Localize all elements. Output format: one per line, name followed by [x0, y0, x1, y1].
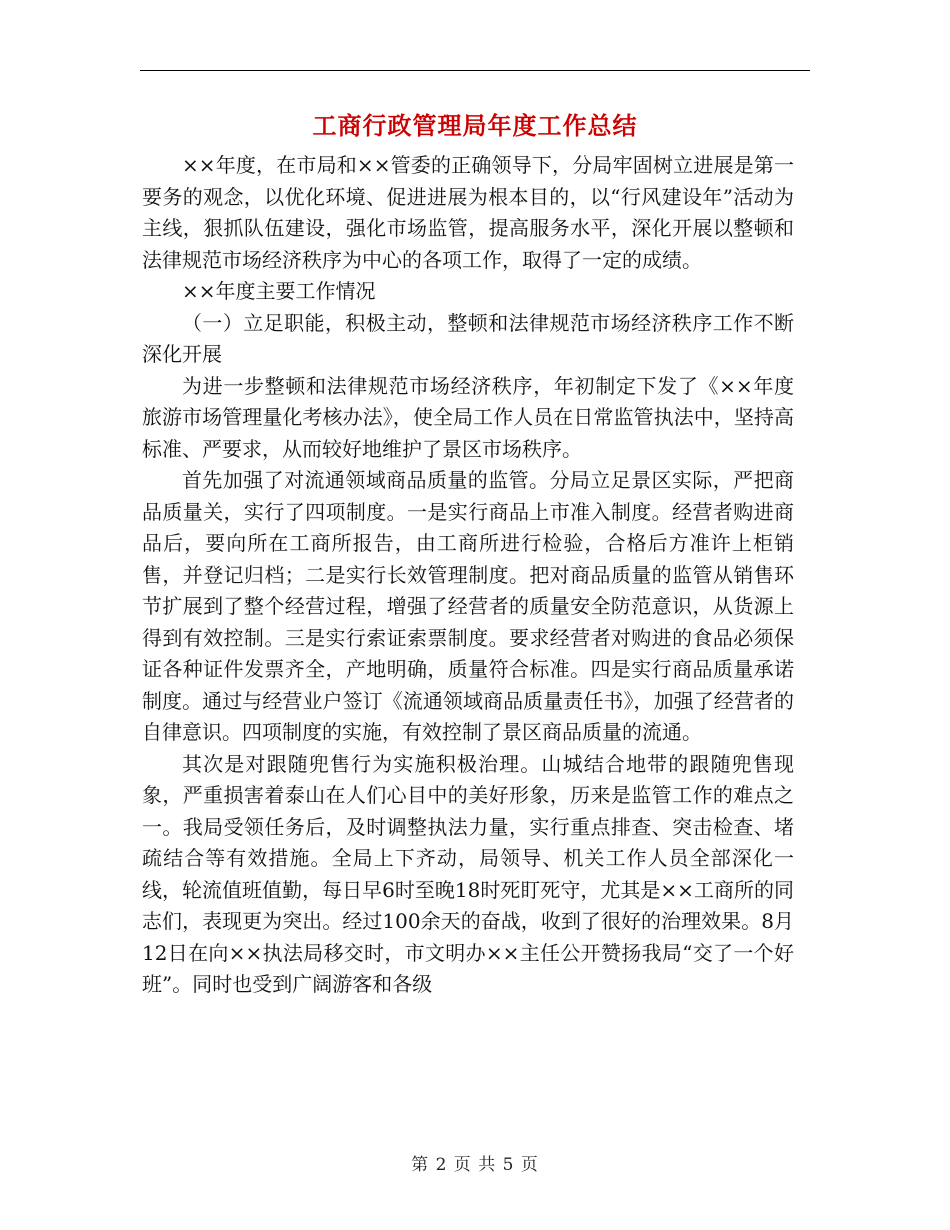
- subsection-heading: （一）立足职能，积极主动，整顿和法律规范市场经济秩序工作不断深化开展: [142, 310, 794, 366]
- page-number-footer: 第 2 页 共 5 页: [411, 1155, 539, 1175]
- section-heading: ××年度主要工作情况: [182, 279, 376, 303]
- document-title: 工商行政管理局年度工作总结: [312, 111, 638, 140]
- paragraph-quality-supervision: 首先加强了对流通领域商品质量的监管。分局立足景区实际，严把商品质量关，实行了四项制度。一是实行商品上市准入制度。经营者购进商品后，要向所在工商所报告，由工商所进行检验，合格后方准许上柜销售，并登记归档；二是实行长效管理制度。把对商品质量的监管从销售环节扩展到了整个经营过程，增强了经营者的质量安全防范意识，从货源上得到有效控制。三是实行索证索票制度。要求经营者对购进的食品必须保证各种证件发票齐全，产地明确，质量符合标准。四是实行商品质量承诺制度。通过与经营业户签订《流通领域商品质量责任书》，加强了经营者的自律意识。四项制度的实施，有效控制了景区商品质量的流通。: [142, 468, 794, 744]
- header-rule: [140, 70, 810, 71]
- paragraph-regulation: 为进一步整顿和法律规范市场经济秩序，年初制定下发了《××年度旅游市场管理量化考核办法》，使全局工作人员在日常监管执法中，坚持高标准、严要求，从而较好地维护了景区市场秩序。: [142, 373, 794, 461]
- paragraph-peddling-control: 其次是对跟随兜售行为实施积极治理。山城结合地带的跟随兜售现象，严重损害着泰山在人们心目中的美好形象，历来是监管工作的难点之一。我局受领任务后，及时调整执法力量，实行重点排查、突击检查、堵疏结合等有效措施。全局上下齐动，局领导、机关工作人员全部深化一线，轮流值班值勤，每日早6时至晚18时死盯死守，尤其是××工商所的同志们，表现更为突出。经过100余天的奋战，收到了很好的治理效果。8月12日在向××执法局移交时，市文明办××主任公开赞扬我局“交了一个好班”。同时也受到广阔游客和各级: [142, 751, 794, 996]
- document-body: [142, 150, 794, 1001]
- paragraph-intro: ××年度，在市局和××管委的正确领导下，分局牢固树立进展是第一要务的观念，以优化环境、促进进展为根本目的，以“行风建设年”活动为主线，狠抓队伍建设，强化市场监管，提高服务水平，深化开展以整顿和法律规范市场经济秩序为中心的各项工作，取得了一定的成绩。: [142, 153, 794, 272]
